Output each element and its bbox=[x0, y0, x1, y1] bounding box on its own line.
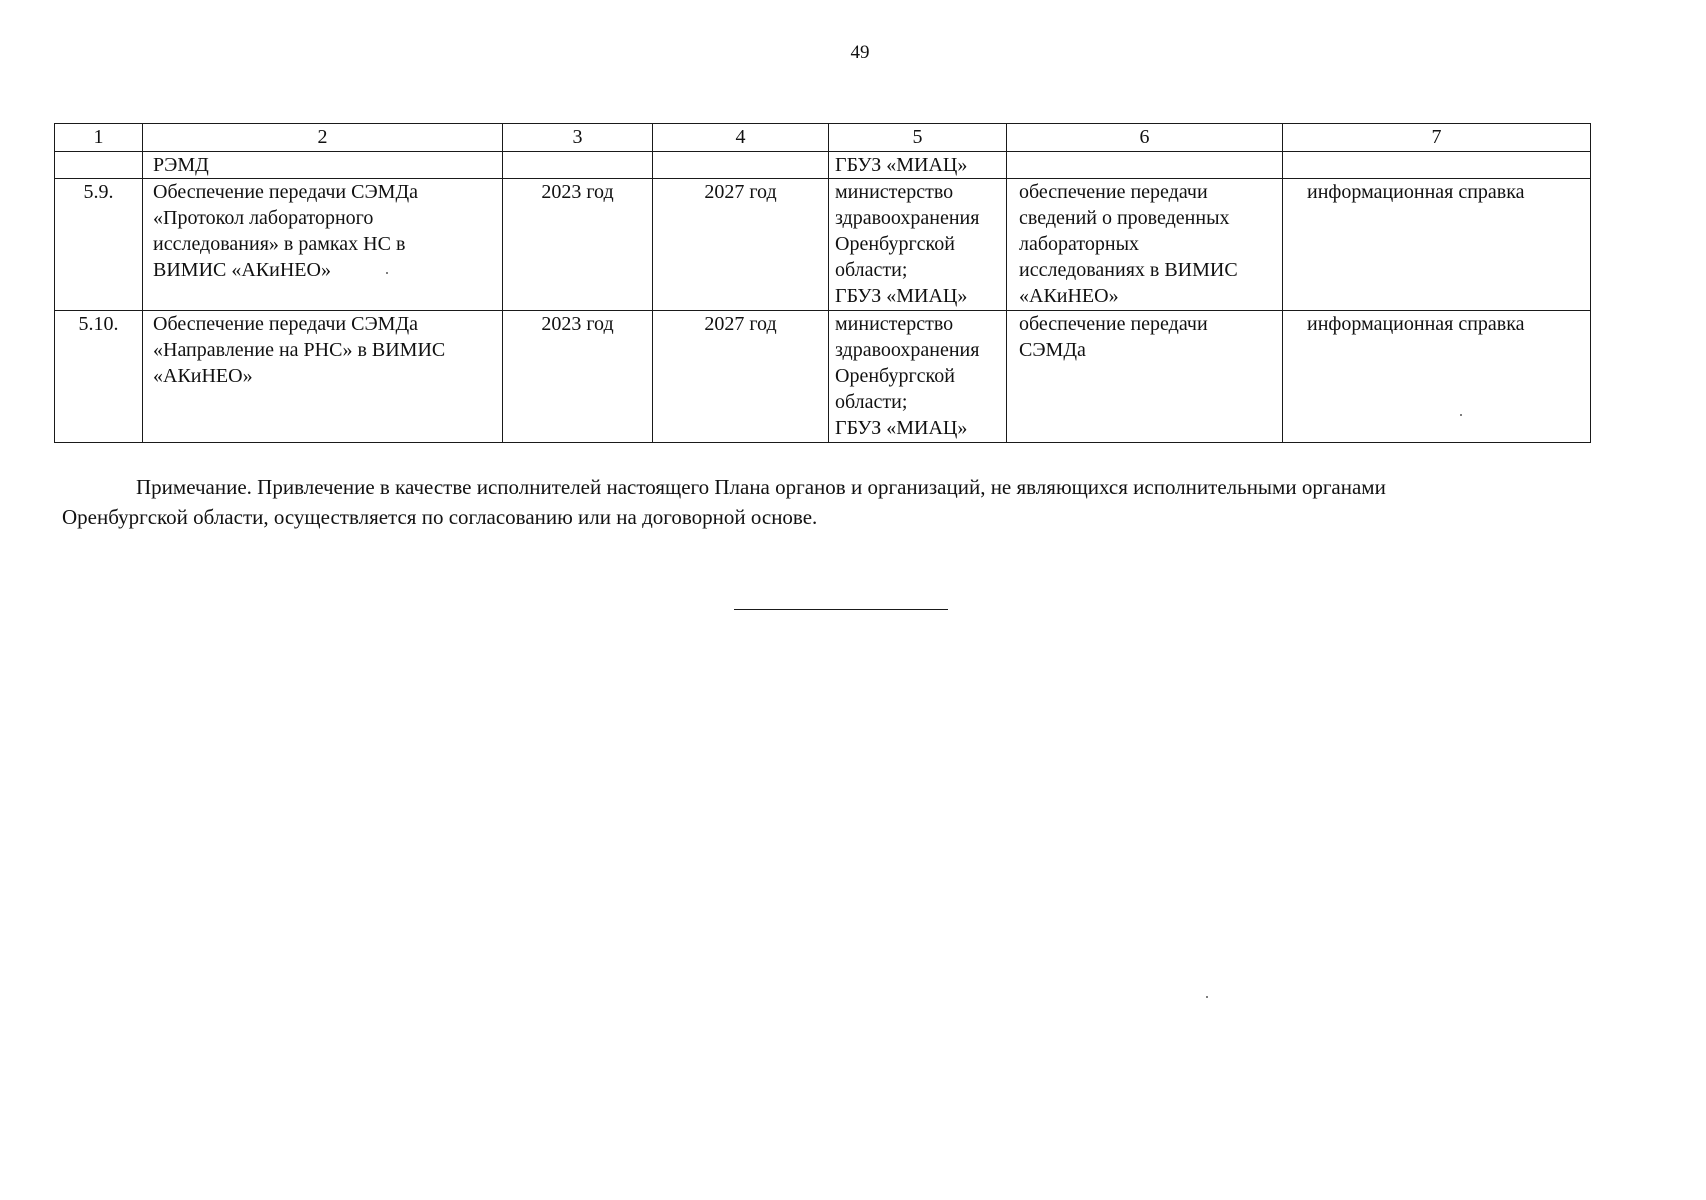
end-divider bbox=[734, 609, 948, 610]
column-header-3: 3 bbox=[503, 124, 653, 152]
cell-line: исследования» в рамках НС в bbox=[153, 233, 406, 255]
cell-empty bbox=[653, 152, 829, 179]
column-header-4: 4 bbox=[653, 124, 829, 152]
cell-line: здравоохранения bbox=[835, 207, 980, 229]
cell-line: Обеспечение передачи СЭМДа bbox=[153, 313, 418, 335]
table-header-row bbox=[55, 124, 1591, 152]
cell-line: ГБУЗ «МИАЦ» bbox=[835, 417, 968, 439]
table-row-continuation bbox=[55, 152, 1591, 179]
cell-line: сведений о проведенных bbox=[1019, 207, 1230, 229]
column-header-5: 5 bbox=[829, 124, 1007, 152]
scan-speck bbox=[386, 272, 388, 274]
column-header-6: 6 bbox=[1007, 124, 1283, 152]
cell-line: «АКиНЕО» bbox=[1019, 285, 1119, 307]
cell-line: Оренбургской bbox=[835, 365, 955, 387]
cell-start-year: 2023 год bbox=[503, 179, 653, 311]
cell-line: министерство bbox=[835, 181, 954, 203]
cell-line: «Протокол лабораторного bbox=[153, 207, 374, 229]
cell-document: информационная справка bbox=[1283, 179, 1591, 311]
cell-empty bbox=[55, 152, 143, 179]
cell-line: министерство bbox=[835, 313, 954, 335]
cell-line: области; bbox=[835, 391, 908, 413]
cell-line: «АКиНЕО» bbox=[153, 365, 253, 387]
cell-event bbox=[143, 179, 503, 311]
column-header-7: 7 bbox=[1283, 124, 1591, 152]
column-header-2: 2 bbox=[143, 124, 503, 152]
note-line-1 bbox=[62, 472, 1622, 502]
scan-speck bbox=[1460, 414, 1462, 416]
table-row bbox=[55, 179, 1591, 311]
cell-line: СЭМДа bbox=[1019, 339, 1086, 361]
cell-line: лабораторных bbox=[1019, 233, 1140, 255]
cell-line: исследованиях в ВИМИС bbox=[1019, 259, 1238, 281]
cell-executor-continuation: ГБУЗ «МИАЦ» bbox=[829, 152, 1007, 179]
cell-document: информационная справка bbox=[1283, 311, 1591, 443]
cell-event bbox=[143, 311, 503, 443]
cell-line: Обеспечение передачи СЭМДа bbox=[153, 181, 418, 203]
cell-executors bbox=[829, 179, 1007, 311]
cell-line: области; bbox=[835, 259, 908, 281]
cell-number: 5.10. bbox=[55, 311, 143, 443]
cell-empty bbox=[503, 152, 653, 179]
cell-line: ГБУЗ «МИАЦ» bbox=[835, 285, 968, 307]
note-paragraph bbox=[62, 472, 1622, 532]
scan-speck bbox=[1206, 996, 1208, 998]
table-row bbox=[55, 311, 1591, 443]
cell-line: обеспечение передачи bbox=[1019, 313, 1208, 335]
cell-end-year: 2027 год bbox=[653, 179, 829, 311]
cell-start-year: 2023 год bbox=[503, 311, 653, 443]
cell-line: «Направление на РНС» в ВИМИС bbox=[153, 339, 446, 361]
cell-number: 5.9. bbox=[55, 179, 143, 311]
page-number: 49 bbox=[850, 42, 870, 63]
cell-line: обеспечение передачи bbox=[1019, 181, 1208, 203]
note-line-2: Оренбургской области, осуществляется по согласованию или на договорной основе. bbox=[62, 505, 818, 529]
note-text-1: Примечание. Привлечение в качестве исполнителей настоящего Плана органов и организаций, не являющихся исполнительными органами bbox=[136, 475, 1386, 499]
cell-result bbox=[1007, 311, 1283, 443]
cell-line: здравоохранения bbox=[835, 339, 980, 361]
cell-result bbox=[1007, 179, 1283, 311]
cell-empty bbox=[1283, 152, 1591, 179]
plan-table bbox=[54, 123, 1591, 443]
cell-event-continuation: РЭМД bbox=[143, 152, 503, 179]
cell-end-year: 2027 год bbox=[653, 311, 829, 443]
cell-line: ВИМИС «АКиНЕО» bbox=[153, 259, 331, 281]
cell-empty bbox=[1007, 152, 1283, 179]
cell-line: Оренбургской bbox=[835, 233, 955, 255]
cell-executors bbox=[829, 311, 1007, 443]
column-header-1: 1 bbox=[55, 124, 143, 152]
